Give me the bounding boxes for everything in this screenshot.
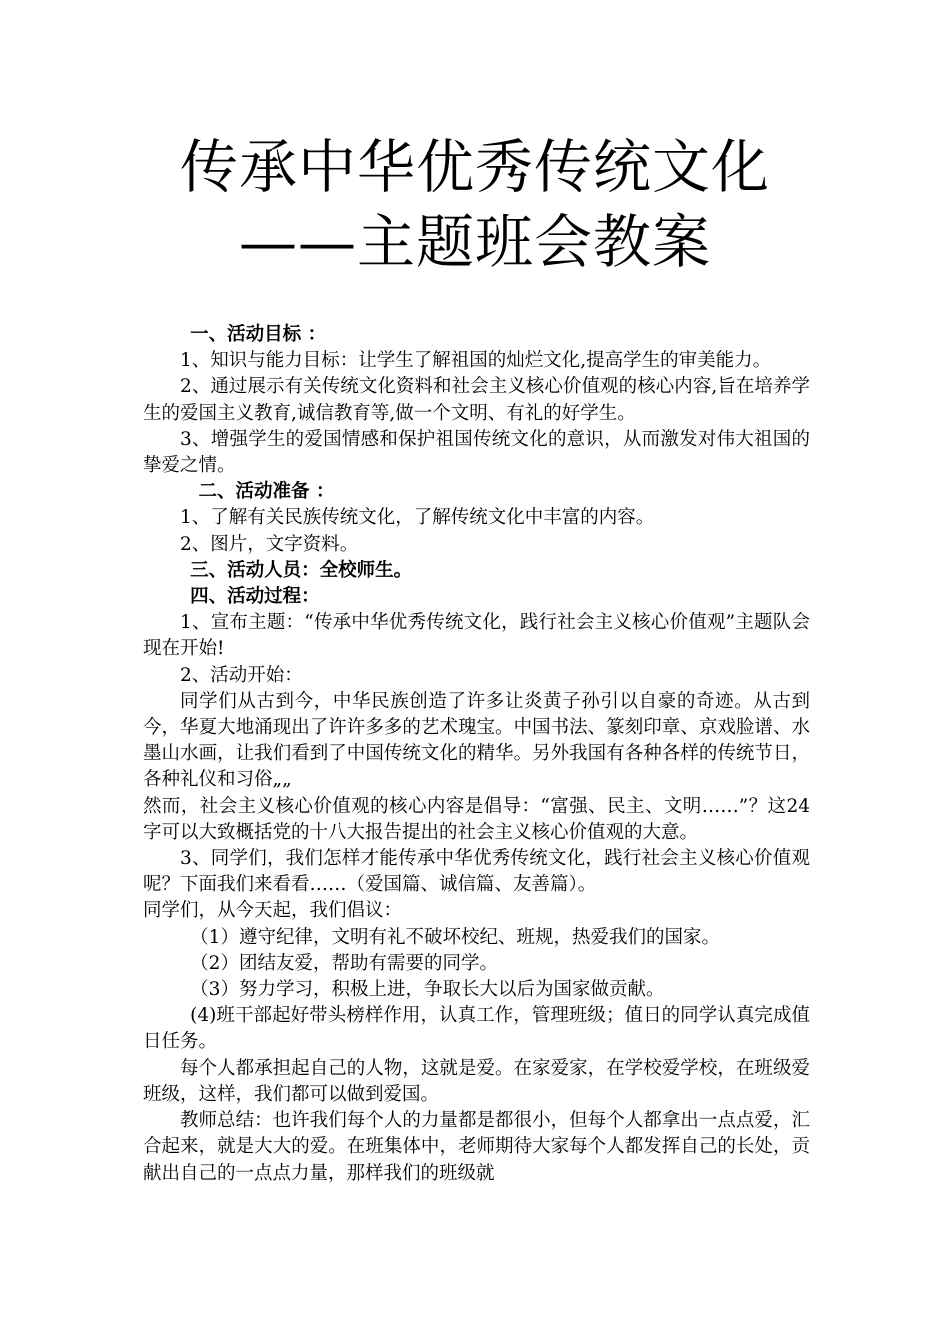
paragraph: 3、同学们，我们怎样才能传承中华优秀传统文化，践行社会主义核心价值观呢？下面我们来看看……（爱国篇、诚信篇、友善篇）。 xyxy=(143,848,810,896)
paragraph: 1、宣布主题：“传承中华优秀传统文化，践行社会主义核心价值观”主题队会现在开始! xyxy=(143,612,810,660)
page-title: 传承中华优秀传统文化 xyxy=(179,133,770,201)
paragraph: 同学们从古到今，中华民族创造了许多让炎黄子孙引以自豪的奇迹。从古到今，华夏大地涌现出了许许多多的艺术瑰宝。中国书法、篆刻印章、京戏脸谱、水墨山水画，让我们看到了中国传统文化的精华。另外我国有各种各样的传统节日，各种礼仪和习俗„„ xyxy=(143,690,810,791)
paragraph: 然而，社会主义核心价值观的核心内容是倡导：“富强、民主、文明……”？这24字可以大致概括党的十八大报告提出的社会主义核心价值观的大意。 xyxy=(143,795,810,843)
paragraph: 2、图片，文字资料。 xyxy=(180,533,359,555)
section-heading-goals: 一、活动目标 ： xyxy=(190,324,327,345)
paragraph: 2、活动开始： xyxy=(180,664,303,686)
section-heading-process: 四、活动过程： xyxy=(190,586,320,608)
paragraph: 教师总结：也许我们每个人的力量都是都很小，但每个人都拿出一点点爱，汇合起来，就是大大的爱。在班集体中，老师期待大家每个人都发挥自己的长处，贡献出自己的一点点力量，那样我们的班级就 xyxy=(143,1110,810,1184)
page-subtitle: ——主题班会教案 xyxy=(238,208,711,276)
paragraph: 1、了解有关民族传统文化，了解传统文化中丰富的内容。 xyxy=(180,507,655,529)
paragraph: 1、知识与能力目标：让学生了解祖国的灿烂文化,提高学生的审美能力。 xyxy=(180,350,772,372)
list-item: （1）遵守纪律，文明有礼不破坏校纪、班规，热爱我们的国家。 xyxy=(190,926,720,948)
list-item: （3）努力学习，积极上进，争取长大以后为国家做贡献。 xyxy=(190,979,665,1001)
paragraph: 同学们，从今天起，我们倡议： xyxy=(143,900,403,922)
list-item: (4)班干部起好带头榜样作用，认真工作，管理班级；值日的同学认真完成值日任务。 xyxy=(143,1005,810,1053)
document-body xyxy=(143,322,810,1187)
section-heading-preparation: 二、活动准备 ： xyxy=(198,481,335,503)
paragraph: 3、增强学生的爱国情感和保护祖国传统文化的意识，从而激发对伟大祖国的挚爱之情。 xyxy=(143,428,810,477)
list-item: （2）团结友爱，帮助有需要的同学。 xyxy=(190,952,498,974)
paragraph: 2、通过展示有关传统文化资料和社会主义核心价值观的核心内容,旨在培养学生的爱国主义教育,诚信教育等,做一个文明、有礼的好学生。 xyxy=(143,376,810,424)
section-heading-participants: 三、活动人员：全校师生。 xyxy=(190,559,413,581)
paragraph: 每个人都承担起自己的人物，这就是爱。在家爱家，在学校爱学校，在班级爱班级，这样，我们都可以做到爱国。 xyxy=(143,1057,810,1105)
